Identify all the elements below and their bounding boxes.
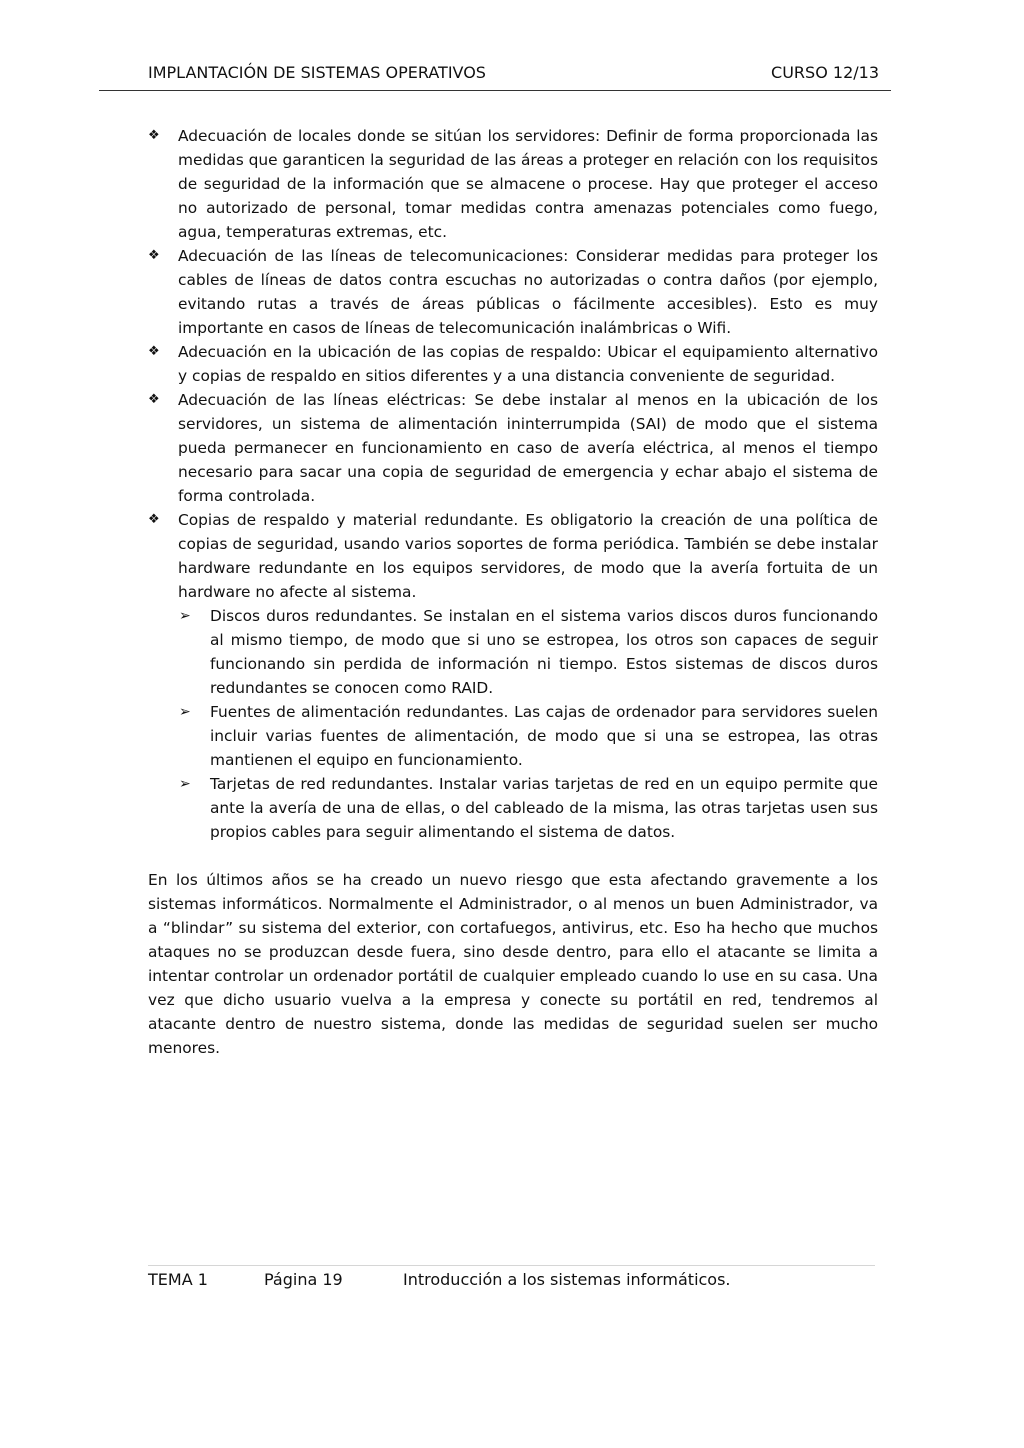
sub-bullet-item: [148, 604, 878, 700]
diamond-bullet-icon: ❖: [148, 344, 160, 359]
bullet-text: Adecuación de las líneas eléctricas: Se debe instalar al menos en la ubicación de los servidores, un sistema de alimentación ininterrumpida (SAI) de modo que el sistema pueda permanecer en funcionamiento en caso de avería eléctrica, al menos el tiempo necesario para sacar una copia de seguridad de emergencia y echar abajo el sistema de forma controlada.: [178, 391, 878, 505]
course-label: CURSO 12/13: [771, 63, 879, 82]
diamond-bullet-icon: ❖: [148, 128, 160, 143]
arrow-bullet-icon: ➢: [179, 608, 191, 624]
bullet-text: Copias de respaldo y material redundante. Es obligatorio la creación de una política de copias de seguridad, usando varios soportes de forma periódica. También se debe instalar hardware redundante en los equipos servidores, de modo que la avería fortuita de un hardware no afecte al sistema.: [178, 511, 878, 601]
diamond-bullet-icon: ❖: [148, 512, 160, 527]
footer-section-title: Introducción a los sistemas informáticos.: [403, 1270, 731, 1289]
arrow-bullet-icon: ➢: [179, 776, 191, 792]
body-paragraph: En los últimos años se ha creado un nuevo riesgo que esta afectando gravemente a los sistemas informáticos. Normalmente el Administrador, o al menos un buen Administrador, va a “blindar” su sistema del exterior, con cortafuegos, antivirus, etc. Eso ha hecho que muchos ataques no se produzcan desde fuera, sino desde dentro, para ello el atacante se limita a intentar controlar un ordenador portátil de cualquier empleado cuando lo use en su casa. Una vez que dicho usuario vuelva a la empresa y conecte su portátil en red, tendremos al atacante dentro de nuestro sistema, donde las medidas de seguridad suelen ser mucho menores.: [148, 871, 878, 1057]
bullet-item: [148, 340, 878, 388]
header-divider: [99, 90, 891, 91]
document-title: IMPLANTACIÓN DE SISTEMAS OPERATIVOS: [148, 63, 486, 82]
footer-divider: [148, 1265, 875, 1266]
bullet-item: [148, 244, 878, 340]
bullet-item: [148, 388, 878, 508]
bullet-text: Adecuación de locales donde se sitúan los servidores: Definir de forma proporcionada las medidas que garanticen la seguridad de las áreas a proteger en relación con los requisitos de seguridad de la información que se almacene o procese. Hay que proteger el acceso no autorizado de personal, tomar medidas contra amenazas potenciales como fuego, agua, temperaturas extremas, etc.: [178, 127, 878, 241]
bullet-item: [148, 124, 878, 244]
sub-bullet-text: Tarjetas de red redundantes. Instalar varias tarjetas de red en un equipo permite que ante la avería de una de ellas, o del cableado de la misma, las otras tarjetas usen sus propios cables para seguir alimentando el sistema de datos.: [210, 775, 878, 841]
page-body: [148, 124, 878, 1075]
footer-page-number: Página 19: [264, 1270, 343, 1289]
bullet-item: [148, 508, 878, 604]
sub-bullet-text: Discos duros redundantes. Se instalan en el sistema varios discos duros funcionando al mismo tiempo, de modo que si uno se estropea, los otros son capaces de seguir funcionando sin perdida de información ni tiempo. Estos sistemas de discos duros redundantes se conocen como RAID.: [210, 607, 878, 697]
diamond-bullet-icon: ❖: [148, 248, 160, 263]
sub-bullet-item: [148, 772, 878, 844]
arrow-bullet-icon: ➢: [179, 704, 191, 720]
bullet-text: Adecuación de las líneas de telecomunicaciones: Considerar medidas para proteger los cables de líneas de datos contra escuchas no autorizadas o contra daños (por ejemplo, evitando rutas a través de áreas públicas o fácilmente accesibles). Esto es muy importante en casos de líneas de telecomunicación inalámbricas o Wifi.: [178, 247, 878, 337]
footer-tema: TEMA 1: [148, 1270, 208, 1289]
sub-bullet-item: [148, 700, 878, 772]
diamond-bullet-icon: ❖: [148, 392, 160, 407]
sub-bullet-text: Fuentes de alimentación redundantes. Las cajas de ordenador para servidores suelen incluir varias fuentes de alimentación, de modo que si una se estropea, las otras mantienen el equipo en funcionamiento.: [210, 703, 878, 769]
bullet-text: Adecuación en la ubicación de las copias de respaldo: Ubicar el equipamiento alternativo y copias de respaldo en sitios diferentes y a una distancia conveniente de seguridad.: [178, 343, 878, 385]
